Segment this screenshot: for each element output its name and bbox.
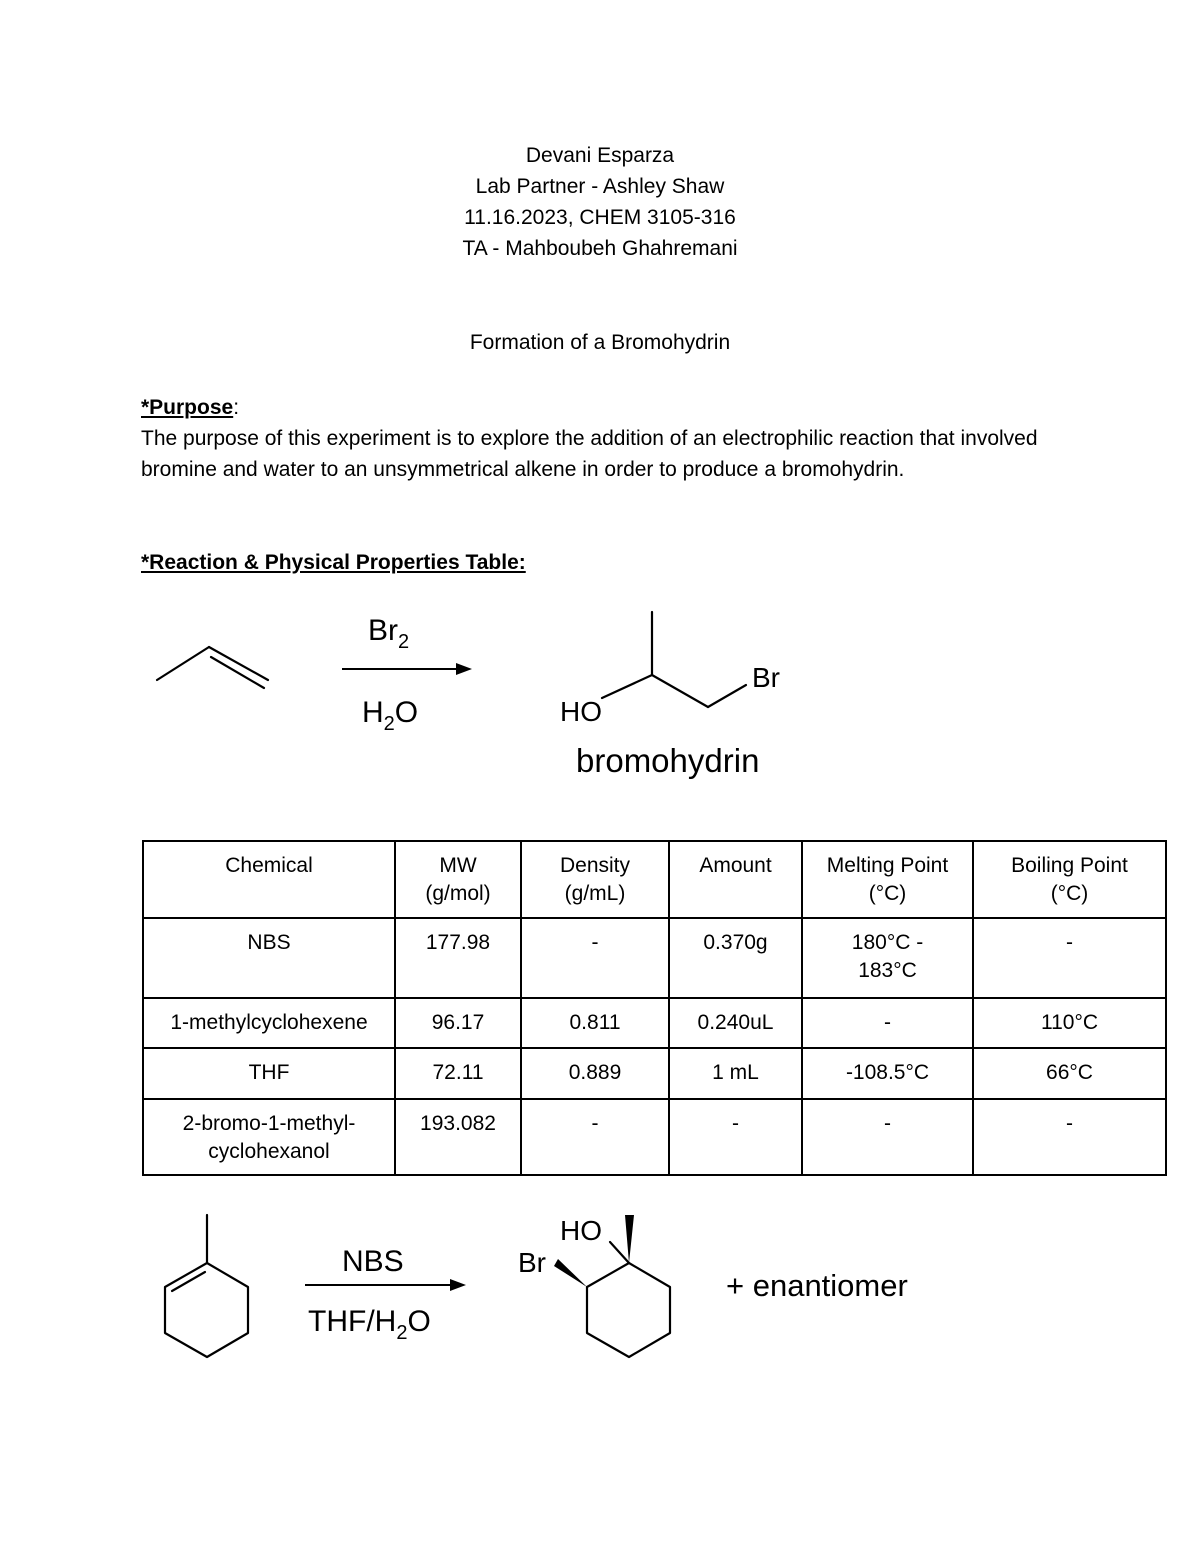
table-cell: - — [521, 1099, 669, 1175]
purpose-heading — [141, 392, 239, 423]
author-name: Devani Esparza — [525, 144, 675, 167]
bromohydrin-structure — [602, 612, 746, 707]
table-cell: 193.082 — [395, 1099, 521, 1175]
table-cell: 0.811 — [521, 998, 669, 1048]
reagent-br2: $Br_2$ — [368, 614, 410, 653]
reaction-scheme-cyclohexene — [150, 1200, 950, 1370]
table-cell: 0.889 — [521, 1048, 669, 1099]
bromocyclohexanol-structure — [587, 1242, 670, 1357]
table-row — [143, 918, 1166, 998]
reaction-arrow-1 — [342, 663, 472, 675]
document-title: Formation of a Bromohydrin — [469, 331, 731, 354]
table-cell: 0.240uL — [669, 998, 802, 1048]
physical-properties-table — [142, 840, 1167, 1176]
table-header-row — [143, 841, 1166, 918]
header-cell-amount: Amount — [669, 841, 802, 918]
reagent-nbs: NBS — [342, 1245, 404, 1278]
table-cell: 110°C — [973, 998, 1166, 1048]
table-cell: - — [669, 1099, 802, 1175]
purpose-label: *Purpose — [141, 396, 234, 419]
table-cell: 180°C - 183°C — [802, 918, 973, 998]
header-cell-melting-point: Melting Point (°C) — [802, 841, 973, 918]
table-cell: 177.98 — [395, 918, 521, 998]
bromine-label-2: Br — [518, 1247, 546, 1278]
table-cell: THF — [143, 1048, 395, 1099]
methyl-wedge-bond — [625, 1215, 634, 1263]
reagent-h2o: $H_2O$ — [362, 696, 419, 735]
table-cell: -108.5°C — [802, 1048, 973, 1099]
bromine-wedge-bond — [554, 1259, 587, 1287]
date-course: 11.16.2023, CHEM 3105-316 — [464, 206, 736, 229]
header-cell-chemical: Chemical — [143, 841, 395, 918]
table-row — [143, 998, 1166, 1048]
table-cell: - — [802, 998, 973, 1048]
table-cell: NBS — [143, 918, 395, 998]
table-cell: 72.11 — [395, 1048, 521, 1099]
table-cell: 1-methylcyclohexene — [143, 998, 395, 1048]
header-cell-mw: MW (g/mol) — [395, 841, 521, 918]
table-row — [143, 1099, 1166, 1175]
lab-partner: Lab Partner - Ashley Shaw — [475, 175, 725, 198]
table-cell: - — [973, 918, 1166, 998]
propene-structure — [157, 647, 268, 688]
header-cell-boiling-point: Boiling Point (°C) — [973, 841, 1166, 918]
teaching-assistant: TA - Mahboubeh Ghahremani — [462, 237, 738, 260]
table-cell: - — [973, 1099, 1166, 1175]
reaction-scheme-propene — [140, 600, 820, 790]
product-name-bromohydrin: bromohydrin — [576, 742, 760, 779]
purpose-text: The purpose of this experiment is to explore the addition of an electrophilic reaction that involved bromine and water to an unsymmetrical alkene in order to produce a bromohydrin. — [141, 427, 1038, 481]
table-cell: 1 mL — [669, 1048, 802, 1099]
header-cell-density: Density (g/mL) — [521, 841, 669, 918]
table-cell: - — [521, 918, 669, 998]
table-row — [143, 1048, 1166, 1099]
reagent-thf-h2o: THF/$H_2O$ — [308, 1305, 431, 1344]
table-cell: 96.17 — [395, 998, 521, 1048]
table-cell: 2-bromo-1-methyl- cyclohexanol — [143, 1099, 395, 1175]
bromine-label: Br — [752, 662, 780, 693]
table-cell: 66°C — [973, 1048, 1166, 1099]
author-header — [0, 140, 1200, 264]
hydroxyl-label: HO — [560, 696, 602, 727]
table-cell: - — [802, 1099, 973, 1175]
table-cell: 0.370g — [669, 918, 802, 998]
methylcyclohexene-structure — [165, 1215, 248, 1357]
reaction-arrow-2 — [305, 1279, 466, 1291]
reaction-heading: *Reaction & Physical Properties Table: — [141, 551, 526, 574]
hydroxyl-label-2: HO — [560, 1215, 602, 1246]
purpose-colon: : — [233, 396, 240, 419]
enantiomer-note: + enantiomer — [726, 1268, 908, 1303]
